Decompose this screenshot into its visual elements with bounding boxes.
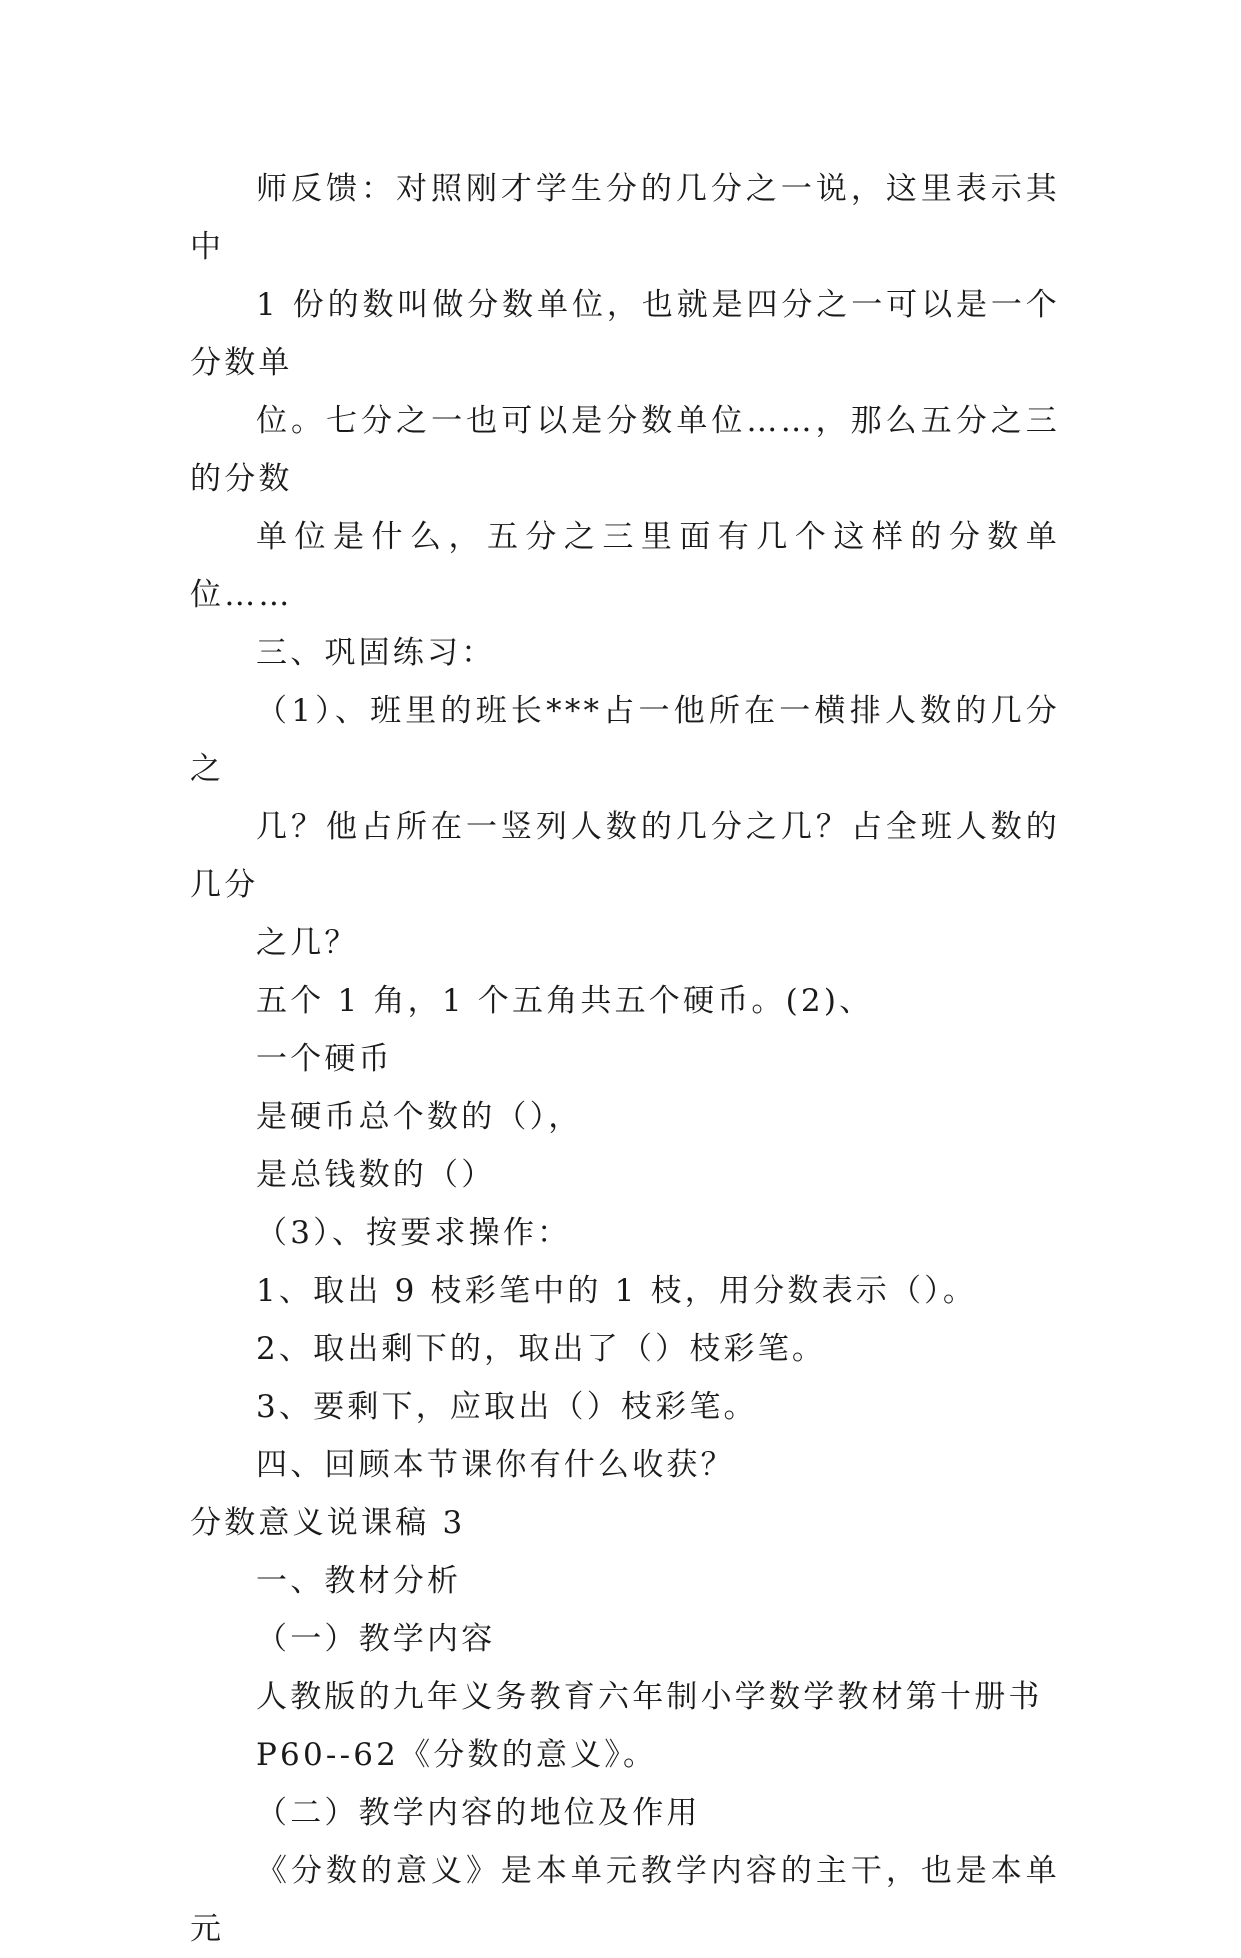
text-line: （1）、班里的班长***占一他所在一横排人数的几分之 xyxy=(190,693,1060,787)
text-line: 1、取出 9 枝彩笔中的 1 枝，用分数表示（）。 xyxy=(256,1273,978,1309)
paragraph xyxy=(190,1494,1060,1552)
text-line: （二）教学内容的地位及作用 xyxy=(256,1795,701,1831)
paragraph xyxy=(190,972,1060,1030)
text-line: 1 份的数叫做分数单位，也就是四分之一可以是一个分数单 xyxy=(190,287,1060,381)
paragraph xyxy=(190,1842,1060,1958)
paragraph xyxy=(190,1088,1060,1146)
text-line: 五个 1 角，1 个五角共五个硬币。(2)、 xyxy=(256,983,874,1019)
paragraph xyxy=(190,160,1060,624)
paragraph xyxy=(190,1610,1060,1668)
paragraph xyxy=(190,1378,1060,1436)
text-line: 3、要剩下，应取出（）枝彩笔。 xyxy=(256,1389,758,1425)
text-line: 是硬币总个数的（）， xyxy=(256,1099,583,1135)
text-line: 师反馈：对照刚才学生分的几分之一说，这里表示其中 xyxy=(190,171,1060,265)
text-line: 《分数的意义》是本单元教学内容的主干，也是本单元 xyxy=(190,1853,1060,1947)
paragraph xyxy=(190,1204,1060,1262)
text-line: 几？他占所在一竖列人数的几分之几？占全班人数的几分 xyxy=(190,809,1060,903)
text-line: 是总钱数的（） xyxy=(256,1157,496,1193)
text-line: 之几？ xyxy=(256,925,359,961)
text-line: 单位是什么，五分之三里面有几个这样的分数单位…… xyxy=(190,519,1060,613)
paragraph xyxy=(190,1146,1060,1204)
paragraph xyxy=(190,1436,1060,1494)
text-line: 2、取出剩下的，取出了（）枝彩笔。 xyxy=(256,1331,827,1367)
text-line: P60--62《分数的意义》。 xyxy=(256,1737,658,1773)
text-line: 三、巩固练习： xyxy=(256,635,496,671)
text-line: （一）教学内容 xyxy=(256,1621,496,1657)
text-line: 分数意义说课稿 3 xyxy=(190,1505,466,1541)
paragraph xyxy=(190,1320,1060,1378)
text-line: 位。七分之一也可以是分数单位……，那么五分之三的分数 xyxy=(190,403,1060,497)
text-line: （3）、按要求操作： xyxy=(256,1215,572,1251)
text-line: 一、教材分析 xyxy=(256,1563,462,1599)
text-line: 人教版的九年义务教育六年制小学数学教材第十册书 xyxy=(256,1679,1043,1715)
text-line: 一个硬币 xyxy=(256,1041,393,1077)
paragraph xyxy=(190,1262,1060,1320)
text-line: 四、回顾本节课你有什么收获？ xyxy=(256,1447,735,1483)
paragraph xyxy=(190,1552,1060,1610)
paragraph xyxy=(190,1030,1060,1088)
paragraph xyxy=(190,1668,1060,1784)
document-body xyxy=(190,160,1060,1958)
paragraph xyxy=(190,682,1060,972)
paragraph xyxy=(190,624,1060,682)
paragraph xyxy=(190,1784,1060,1842)
document-page xyxy=(190,160,1060,1958)
